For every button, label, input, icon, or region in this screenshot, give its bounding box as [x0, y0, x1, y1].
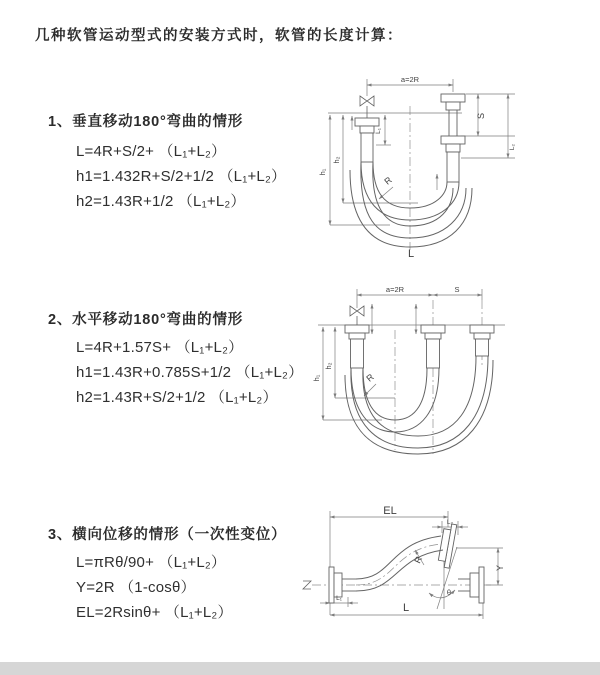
section-1-formula-h2: h2=1.43R+1/2 （L₁+L₂） — [76, 193, 246, 210]
dimension-lines — [320, 511, 503, 619]
section-3-formula-l: L=πRθ/90+ （L₁+L₂） — [76, 554, 227, 571]
hose-fitting-left — [345, 325, 369, 368]
section-1-formula-l: L=4R+S/2+ （L₁+L₂） — [76, 143, 227, 160]
hose-fitting-right — [470, 325, 494, 356]
dim-label-l: L — [402, 602, 410, 614]
hose-fitting-middle — [421, 325, 445, 368]
angle-label: θ — [446, 588, 452, 597]
dim-label-s: S — [476, 112, 486, 120]
dim-label-l1: L₁ — [375, 128, 382, 134]
dim-label-h2: h₂ — [324, 362, 333, 370]
section-2-heading: 2、水平移动180°弯曲的情形 — [48, 312, 244, 328]
dim-label-a2r: a=2R — [400, 75, 420, 84]
section-3-heading: 3、横向位移的情形（一次性变位） — [48, 527, 287, 543]
length-label: L — [407, 248, 415, 260]
dim-label-h2: h₂ — [332, 156, 341, 164]
diagram-lateral-displacement — [298, 503, 600, 653]
dimension-lines — [328, 79, 515, 225]
section-2-formula-l: L=4R+1.57S+ （L₁+L₂） — [76, 339, 244, 356]
section-1-formula-h1: h1=1.432R+S/2+1/2 （L₁+L₂） — [76, 168, 287, 185]
valve-icon — [360, 96, 374, 118]
diagram-vertical-bend — [310, 70, 594, 260]
dim-label-h1: h₁ — [318, 168, 327, 176]
hose-fitting-left — [355, 118, 379, 162]
dim-label-a2r: a=2R — [385, 285, 405, 294]
dim-label-l2: L₂ — [509, 143, 516, 151]
dim-label-el: EL — [383, 505, 397, 517]
section-2-formula-h2: h2=1.43R+S/2+1/2 （L₁+L₂） — [76, 389, 278, 406]
radius-label: R — [364, 371, 376, 384]
hose-fitting-right — [441, 94, 465, 182]
page-title: 几种软管运动型式的安装方式时，软管的长度计算： — [35, 28, 403, 44]
section-2-formula-h1: h1=1.43R+0.785S+1/2 （L₁+L₂） — [76, 364, 304, 381]
radius-label: R — [382, 174, 394, 187]
section-1-heading: 1、垂直移动180°弯曲的情形 — [48, 114, 244, 130]
dim-label-h1: h₁ — [312, 374, 321, 382]
section-3-formula-el: EL=2Rsinθ+ （L₁+L₂） — [76, 604, 233, 621]
diagram-1-labels — [318, 75, 516, 260]
diagram-horizontal-bend — [310, 280, 594, 466]
hose-curves — [356, 536, 443, 591]
section-3-formula-y: Y=2R （1-cosθ） — [76, 579, 196, 596]
radius-label: R — [412, 554, 425, 565]
dim-label-l2: L₂ — [446, 519, 454, 526]
hose-curves — [345, 356, 493, 454]
dim-label-l1: L₁ — [336, 595, 342, 602]
flange-upper-right — [437, 523, 456, 568]
dim-label-y: Y — [495, 564, 505, 572]
axis-break-mark — [303, 581, 311, 589]
dim-label-s: S — [454, 285, 460, 294]
page-bottom-edge — [0, 662, 600, 675]
valve-icon — [350, 306, 364, 325]
